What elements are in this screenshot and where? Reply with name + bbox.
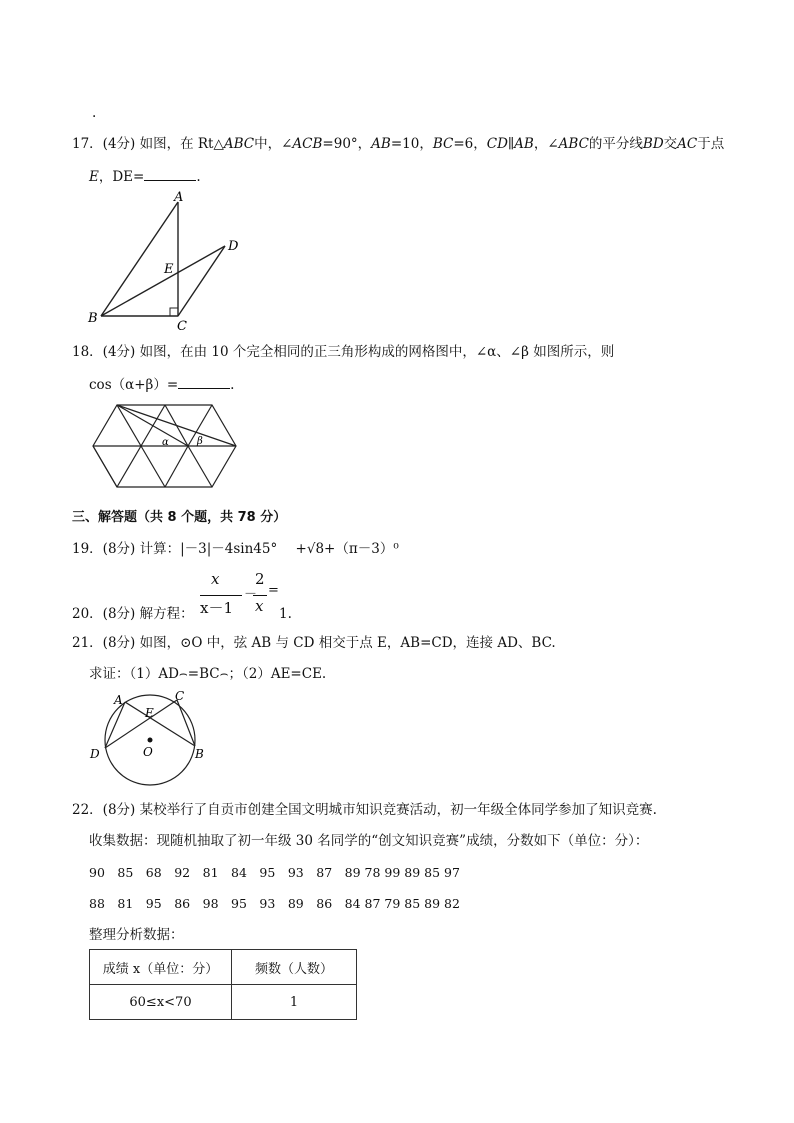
frac1-bar: [200, 595, 242, 596]
label-a: A: [114, 693, 123, 707]
answer-blank[interactable]: [144, 166, 196, 181]
label-c: C: [175, 689, 185, 703]
segment-ab: [101, 202, 178, 316]
table-cell: 1: [232, 985, 357, 1020]
q17-line1: 17．(4分) 如图，在 Rt△ABC中，∠ACB=90°，AB=10，BC=6，CD∥AB，∠ABC的平分线BD交AC于点: [72, 136, 725, 152]
label-d: D: [90, 747, 100, 761]
frac2-denominator: x: [255, 597, 264, 615]
segment-bd: [101, 246, 225, 316]
label-b: B: [195, 747, 204, 761]
q19: 19．(8分) 计算：|－3|－4sin45° +√8+（π－3）⁰: [72, 541, 399, 557]
label-d: D: [228, 239, 239, 254]
chord-ab: [125, 702, 195, 746]
q20-prefix: 20．(8分) 解方程：: [72, 606, 194, 622]
q17-line2: E，DE= .: [89, 166, 201, 186]
figure-18: [88, 400, 243, 495]
q21-line1: 21．(8分) 如图，⊙O 中，弦 AB 与 CD 相交于点 E，AB=CD，连接 AD、BC.: [72, 635, 556, 651]
figure-17: [85, 190, 255, 335]
figure-21: [85, 688, 215, 790]
table-row: [90, 985, 357, 1020]
label-e: E: [145, 706, 154, 720]
q18-line2: cos（α+β）= .: [89, 374, 234, 394]
top-dot: .: [92, 105, 97, 121]
label-a: A: [174, 190, 184, 205]
frequency-table: [89, 949, 357, 1020]
table-header: 频数（人数）: [232, 950, 357, 985]
q22-line2: 收集数据：现随机抽取了初一年级 30 名同学的“创文知识竞赛”成绩，分数如下（单位：分）：: [89, 833, 649, 849]
label-e: E: [164, 262, 174, 277]
label-alpha: α: [162, 437, 169, 448]
section-heading: 三、解答题（共 8 个题，共 78 分）: [72, 510, 287, 525]
scores-row-2: 88 81 95 86 98 95 93 89 86 84 87 79 85 89 82: [89, 896, 460, 911]
center-point: [148, 738, 153, 743]
q21-line2: 求证：（1）AD⌢=BC⌢；（2）AE=CE.: [89, 666, 327, 682]
label-c: C: [177, 319, 187, 334]
q20-rhs: 1.: [279, 606, 292, 622]
table-cell: 60≤x<70: [90, 985, 232, 1020]
segment-cd: [178, 246, 225, 316]
right-angle-mark: [170, 308, 178, 316]
label-o: O: [143, 745, 153, 759]
equals-sign: =: [268, 583, 279, 598]
frac1-numerator: x: [211, 570, 220, 588]
label-b: B: [88, 311, 98, 326]
answer-blank-18[interactable]: [178, 374, 230, 389]
q18-line1: 18．(4分) 如图，在由 10 个完全相同的正三角形构成的网格图中，∠α、∠β 如图所示，则: [72, 344, 615, 360]
frac2-numerator: 2: [255, 570, 265, 588]
organize-label: 整理分析数据：: [89, 927, 184, 943]
scores-row-1: 90 85 68 92 81 84 95 93 87 89 78 99 89 85 97: [89, 865, 460, 880]
frac2-bar: [253, 595, 267, 596]
label-beta: β: [197, 436, 203, 447]
frac1-denominator: x－1: [200, 599, 234, 617]
table-header: 成绩 x（单位：分）: [90, 950, 232, 985]
table-header-row: [90, 950, 357, 985]
q22-line1: 22．(8分) 某校举行了自贡市创建全国文明城市知识竞赛活动，初一年级全体同学参加了知识竞赛.: [72, 802, 657, 818]
minus-sign: －: [244, 587, 258, 602]
